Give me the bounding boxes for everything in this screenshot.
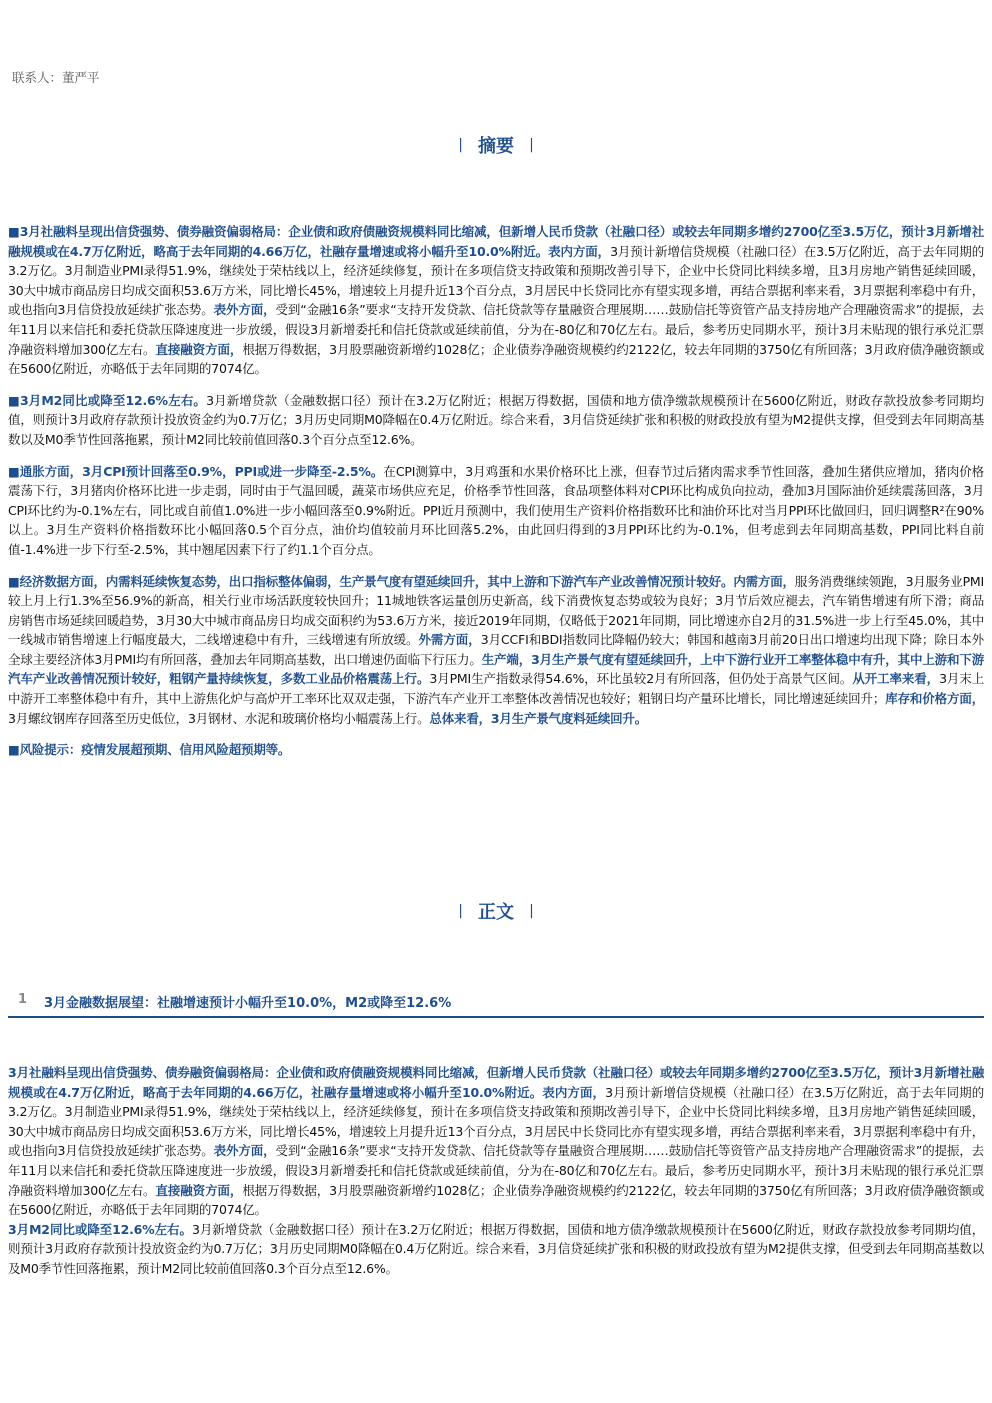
paragraph-highlight: 从开工率来看， — [852, 671, 940, 687]
paragraph-lead: 3月社融料呈现出信贷强势、债券融资偏弱格局：企业债和政府债融资规模料同比缩减，但新增人民币贷款（社融口径）或较去年同期多增约2700亿至3.5万亿，预计3月新增社融规模或在4.7万亿附近，略高于去年同期的4.66万亿，社融存量增速或将小幅升至10.0%附近。表内方面， — [8, 1065, 984, 1100]
body-paragraph-m2 — [8, 1220, 984, 1279]
summary-paragraph-risk — [8, 740, 984, 760]
paragraph-highlight: 表外方面， — [213, 1143, 276, 1159]
paragraph-text: 3月末上中游开工率整体稳中有升，其中上游焦化炉与高炉开工率环比双双走强，下游汽车产业开工率整体改善情况也较好；粗钢日均产量环比增长，同比增速延续回升； — [8, 671, 985, 707]
paragraph-lead: 3月M2同比或降至12.6%左右。 — [19, 392, 207, 408]
paragraph-highlight: 外需方面， — [418, 632, 481, 648]
main-body — [8, 1063, 984, 1279]
paragraph-text: 受到“金融16条”要求“支持开发贷款、信托贷款等存量融资合理展期……鼓励信托等资管产品支持房地产合理融资需求”的提振，去年11月以来信托和委托贷款压降速度进一步放缓，假设3月新增委托和信托贷款或延续前值，分为在-80亿和70亿左右。最后，参考历史同期水平，预计3月未贴现的银行承兑汇票净融资料增加300亿左右。 — [8, 302, 984, 357]
summary-paragraph-inflation — [8, 462, 984, 560]
paragraph-highlight: 库存和价格方面， — [885, 691, 984, 707]
summary-paragraph-credit — [8, 222, 984, 379]
bullet-marker: ■ — [8, 392, 20, 408]
bullet-marker: ■ — [8, 742, 20, 758]
paragraph-text: 在CPI测算中，3月鸡蛋和水果价格环比上涨，但春节过后猪肉需求季节性回落，叠加生猪供应增加，猪肉价格震荡下行，3月猪肉价格环比进一步走弱，同时由于气温回暖，蔬菜市场供应充足，价格季节性回落，食品项整体料对CPI环比构成负向拉动，叠加3月国际油价延续震荡回落，3月CPI环比约为-0.1%左右，同比或自前值1.0%进一步小幅回落至0.9%附近。PPI近月预测中，我们使用生产资料价格指数环比和油价环比对当月PPI环比做回归，回归调整R²在90%以上。3月生产资料价格指数环比小幅回落0.5个百分点，油价均值较前月环比回落5.2%，由此回归得到的3月PPI环比约为-0.1%，但考虑到去年同期高基数，PPI同比料自前值-1.4%进一步下行至-2.5%，其中翘尾因素下行了约1.1个百分点。 — [8, 463, 984, 557]
paragraph-text: 3月新增贷款（金融数据口径）预计在3.2万亿附近；根据万得数据，国债和地方债净缴款规模预计在5600亿附近，财政存款投放参考同期均值，则预计3月政府存款预计投放资金约为0.7万亿；3月历史同期M0降幅在0.4万亿附近。综合来看，3月信贷延续扩张和积极的财政投放有望为M2提供支撑，但受到去年同期高基数以及M0季节性回落拖累，预计M2同比较前值回落0.3个百分点至12.6%。 — [8, 392, 984, 447]
header-left-mark: | — [458, 903, 463, 919]
bullet-marker: ■ — [8, 573, 20, 589]
paragraph-text: 3月螺纹钢库存回落至历史低位，3月钢材、水泥和玻璃价格均小幅震荡上行。 — [8, 710, 430, 726]
summary-header — [0, 132, 992, 158]
risk-warning: 风险提示：疫情发展超预期、信用风险超预期等。 — [19, 742, 291, 758]
paragraph-text: 根据万得数据，3月股票融资新增约1028亿；企业债券净融资规模约约2122亿，较去年同期的3750亿有所回落；3月政府债净融资额或在5600亿附近，亦略低于去年同期的7074亿。 — [8, 341, 984, 377]
header-left-mark: | — [458, 137, 463, 153]
paragraph-text: 受到“金融16条”要求“支持开发贷款、信托贷款等存量融资合理展期……鼓励信托等资管产品支持房地产合理融资需求”的提振，去年11月以来信托和委托贷款压降速度进一步放缓，假设3月新增委托和信托贷款或延续前值，分为在-80亿和70亿左右。最后，参考历史同期水平，预计3月未贴现的银行承兑汇票净融资料增加300亿左右。 — [8, 1143, 984, 1198]
bullet-marker: ■ — [8, 463, 20, 479]
paragraph-text: 3月CCFI和BDI指数同比降幅仍较大；韩国和越南3月前20日出口增速均出现下降；除日本外全球主要经济体3月PMI均有所回落，叠加去年同期高基数，出口增速仍面临下行压力。 — [8, 632, 984, 667]
paragraph-text: 服务消费继续领跑，3月服务业PMI较上月上行1.3%至56.9%的新高，相关行业市场活跃度较快回升；11城地铁客运量创历史新高，线下消费恢复态势或较为良好；3月节后效应褪去，汽车销售增速有所下滑；商品房销售市场延续回暖趋势，3月30大中城市商品房日均成交面积约为53.6万方米，接近2019年同期，仅略低于2021年同期，同比增速亦自2月的31.5%进一步上行至45.0%，其中一线城市销售增速上行幅度最大，二线增速稳中有升，三线增速有所放缓。 — [8, 573, 984, 648]
summary-paragraph-economy — [8, 572, 984, 729]
contact-person: 联系人：董严平 — [12, 70, 100, 85]
summary-paragraph-m2 — [8, 391, 984, 450]
main-title: 正文 — [478, 902, 514, 923]
paragraph-highlight: 直接融资方面， — [155, 1182, 243, 1198]
main-header — [0, 898, 992, 924]
chapter-heading — [8, 990, 984, 1018]
paragraph-lead: 经济数据方面，内需料延续恢复态势，出口指标整体偏弱，生产景气度有望延续回升，其中上游和下游汽车产业改善情况预计较好。内需方面， — [19, 573, 795, 589]
header-right-mark: | — [529, 903, 534, 919]
paragraph-highlight: 生产端，3月生产景气度有望延续回升，上中下游行业开工率整体稳中有升，其中上游和下游汽车产业改善情况预计较好，粗钢产量持续恢复，多数工业品价格震荡上行。 — [8, 651, 984, 687]
paragraph-text: 3月预计新增信贷规模（社融口径）在3.5万亿附近，高于去年同期的3.2万亿。3月制造业PMI录得51.9%，继续处于荣枯线以上，经济延续修复，预计在多项信贷支持政策和预期改善引导下，企业中长贷同比料续多增，且3月房地产销售延续回暖，30大中城市商品房日均成交面积53.6万方米，同比增长45%，增速较上月提升近13个百分点，3月居民中长贷同比亦有望实现多增，再结合票据利率来看，3月票据利率稳中有升，或也指向3月信贷投放延续扩张态势。 — [8, 243, 984, 318]
summary-section — [8, 222, 984, 772]
chapter-title: 3月金融数据展望：社融增速预计小幅升至10.0%，M2或降至12.6% — [44, 996, 452, 1011]
header-right-mark: | — [529, 137, 534, 153]
chapter-number: 1 — [18, 992, 28, 1007]
summary-title: 摘要 — [478, 136, 514, 157]
paragraph-lead: 通胀方面，3月CPI预计回落至0.9%，PPI或进一步降至-2.5%。 — [19, 463, 384, 479]
bullet-marker: ■ — [8, 224, 20, 239]
paragraph-highlight: 表外方面， — [213, 302, 276, 318]
paragraph-text: 3月PMI生产指数录得54.6%，环比虽较2月有所回落，但仍处于高景气区间。 — [429, 671, 853, 687]
paragraph-text: 3月预计新增信贷规模（社融口径）在3.5万亿附近，高于去年同期的3.2万亿。3月制造业PMI录得51.9%，继续处于荣枯线以上，经济延续修复，预计在多项信贷支持政策和预期改善引导下，企业中长贷同比料续多增，且3月房地产销售延续回暖，30大中城市商品房日均成交面积53.6万方米，同比增长45%，增速较上月提升近13个百分点，3月居民中长贷同比亦有望实现多增，再结合票据利率来看，3月票据利率稳中有升，或也指向3月信贷投放延续扩张态势。 — [8, 1084, 985, 1159]
paragraph-text: 3月新增贷款（金融数据口径）预计在3.2万亿附近；根据万得数据，国债和地方债净缴款规模预计在5600亿附近，财政存款投放参考同期均值，则预计3月政府存款预计投放资金约为0.7万亿；3月历史同期M0降幅在0.4万亿附近。综合来看，3月信贷延续扩张和积极的财政投放有望为M2提供支撑，但受到去年同期高基数以及M0季节性回落拖累，预计M2同比较前值回落0.3个百分点至12.6%。 — [8, 1221, 984, 1276]
paragraph-lead: 3月社融料呈现出信贷强势、债券融资偏弱格局：企业债和政府债融资规模料同比缩减，但新增人民币贷款（社融口径）或较去年同期多增约2700亿至3.5万亿，预计3月新增社融规模或在4.7万亿附近，略高于去年同期的4.66万亿，社融存量增速或将小幅升至10.0%附近。表内方面， — [8, 224, 984, 259]
paragraph-text: 根据万得数据，3月股票融资新增约1028亿；企业债券净融资规模约约2122亿，较去年同期的3750亿有所回落；3月政府债净融资额或在5600亿附近，亦略低于去年同期的7074亿。 — [8, 1182, 984, 1218]
paragraph-highlight: 直接融资方面， — [155, 341, 243, 357]
paragraph-lead: 3月M2同比或降至12.6%左右。 — [8, 1221, 192, 1237]
paragraph-highlight: 总体来看，3月生产景气度料延续回升。 — [429, 710, 648, 726]
body-paragraph-credit — [8, 1063, 984, 1220]
